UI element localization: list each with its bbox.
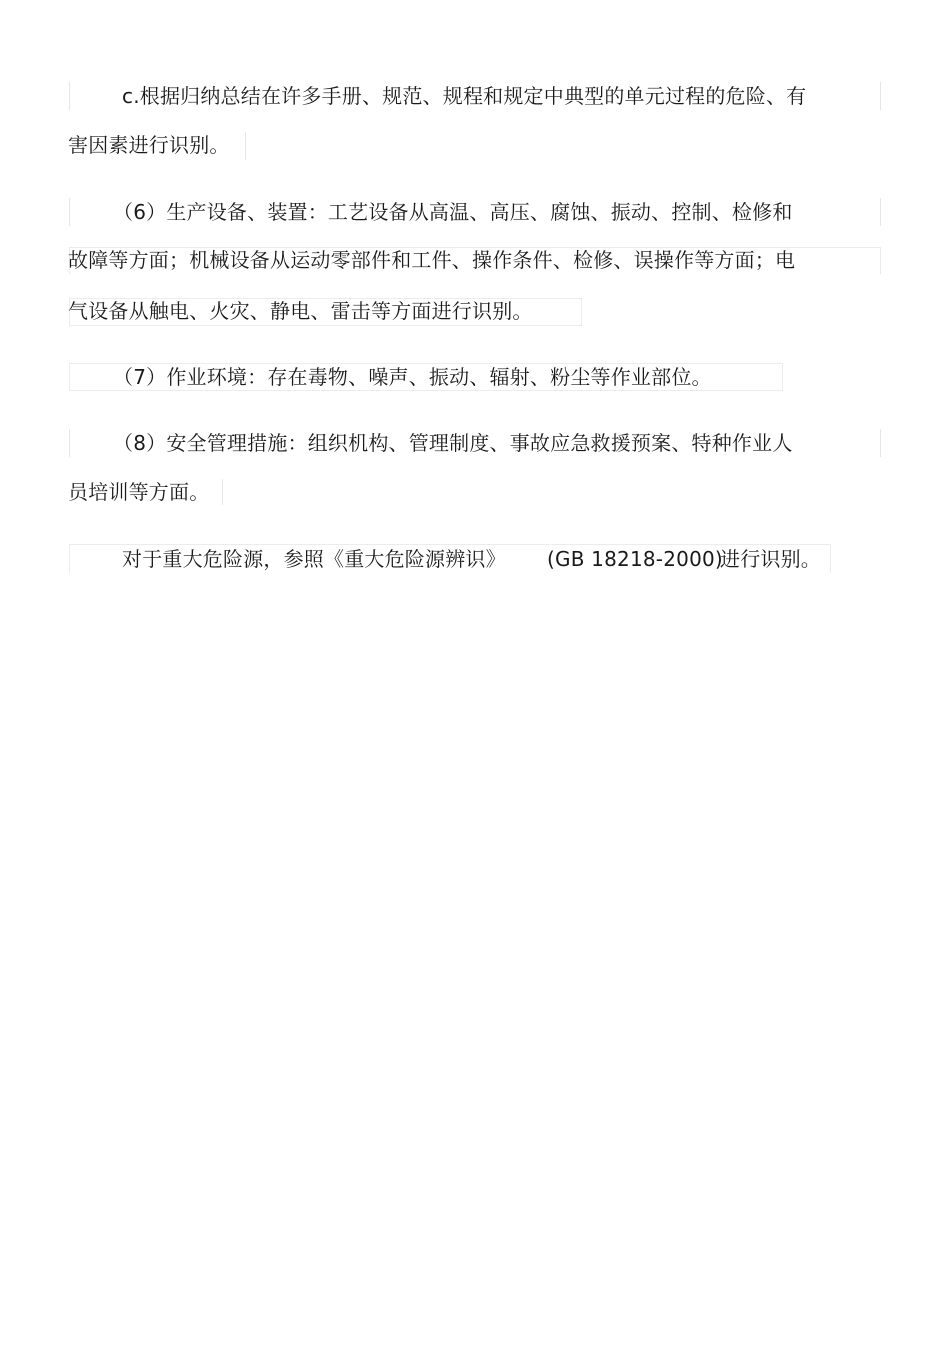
major-hazard-text-end: 进行识别。 — [720, 547, 821, 571]
paragraph-c-line-2: 害因素进行识别。 — [68, 133, 230, 157]
paragraph-7-line-1: （7）作业环境：存在毒物、噪声、振动、辐射、粉尘等作业部位。 — [113, 365, 712, 389]
line-frame — [222, 479, 223, 505]
line-frame — [245, 132, 246, 160]
paragraph-8-line-2: 员培训等方面。 — [68, 480, 210, 504]
standard-code: (GB 18218-2000) — [547, 547, 723, 571]
paragraph-c-line-1: c.根据归纳总结在许多手册、规范、规程和规定中典型的单元过程的危险、有 — [122, 84, 807, 108]
major-hazard-text: 对于重大危险源，参照《重大危险源辨识》 — [122, 547, 506, 571]
paragraph-6-line-1: （6）生产设备、装置：工艺设备从高温、高压、腐蚀、振动、控制、检修和 — [113, 200, 793, 224]
paragraph-6-line-2: 故障等方面；机械设备从运动零部件和工件、操作条件、检修、误操作等方面；电 — [68, 248, 796, 272]
paragraph-8-line-1: （8）安全管理措施：组织机构、管理制度、事故应急救援预案、特种作业人 — [113, 431, 793, 455]
paragraph-6-line-3: 气设备从触电、火灾、静电、雷击等方面进行识别。 — [68, 299, 533, 323]
